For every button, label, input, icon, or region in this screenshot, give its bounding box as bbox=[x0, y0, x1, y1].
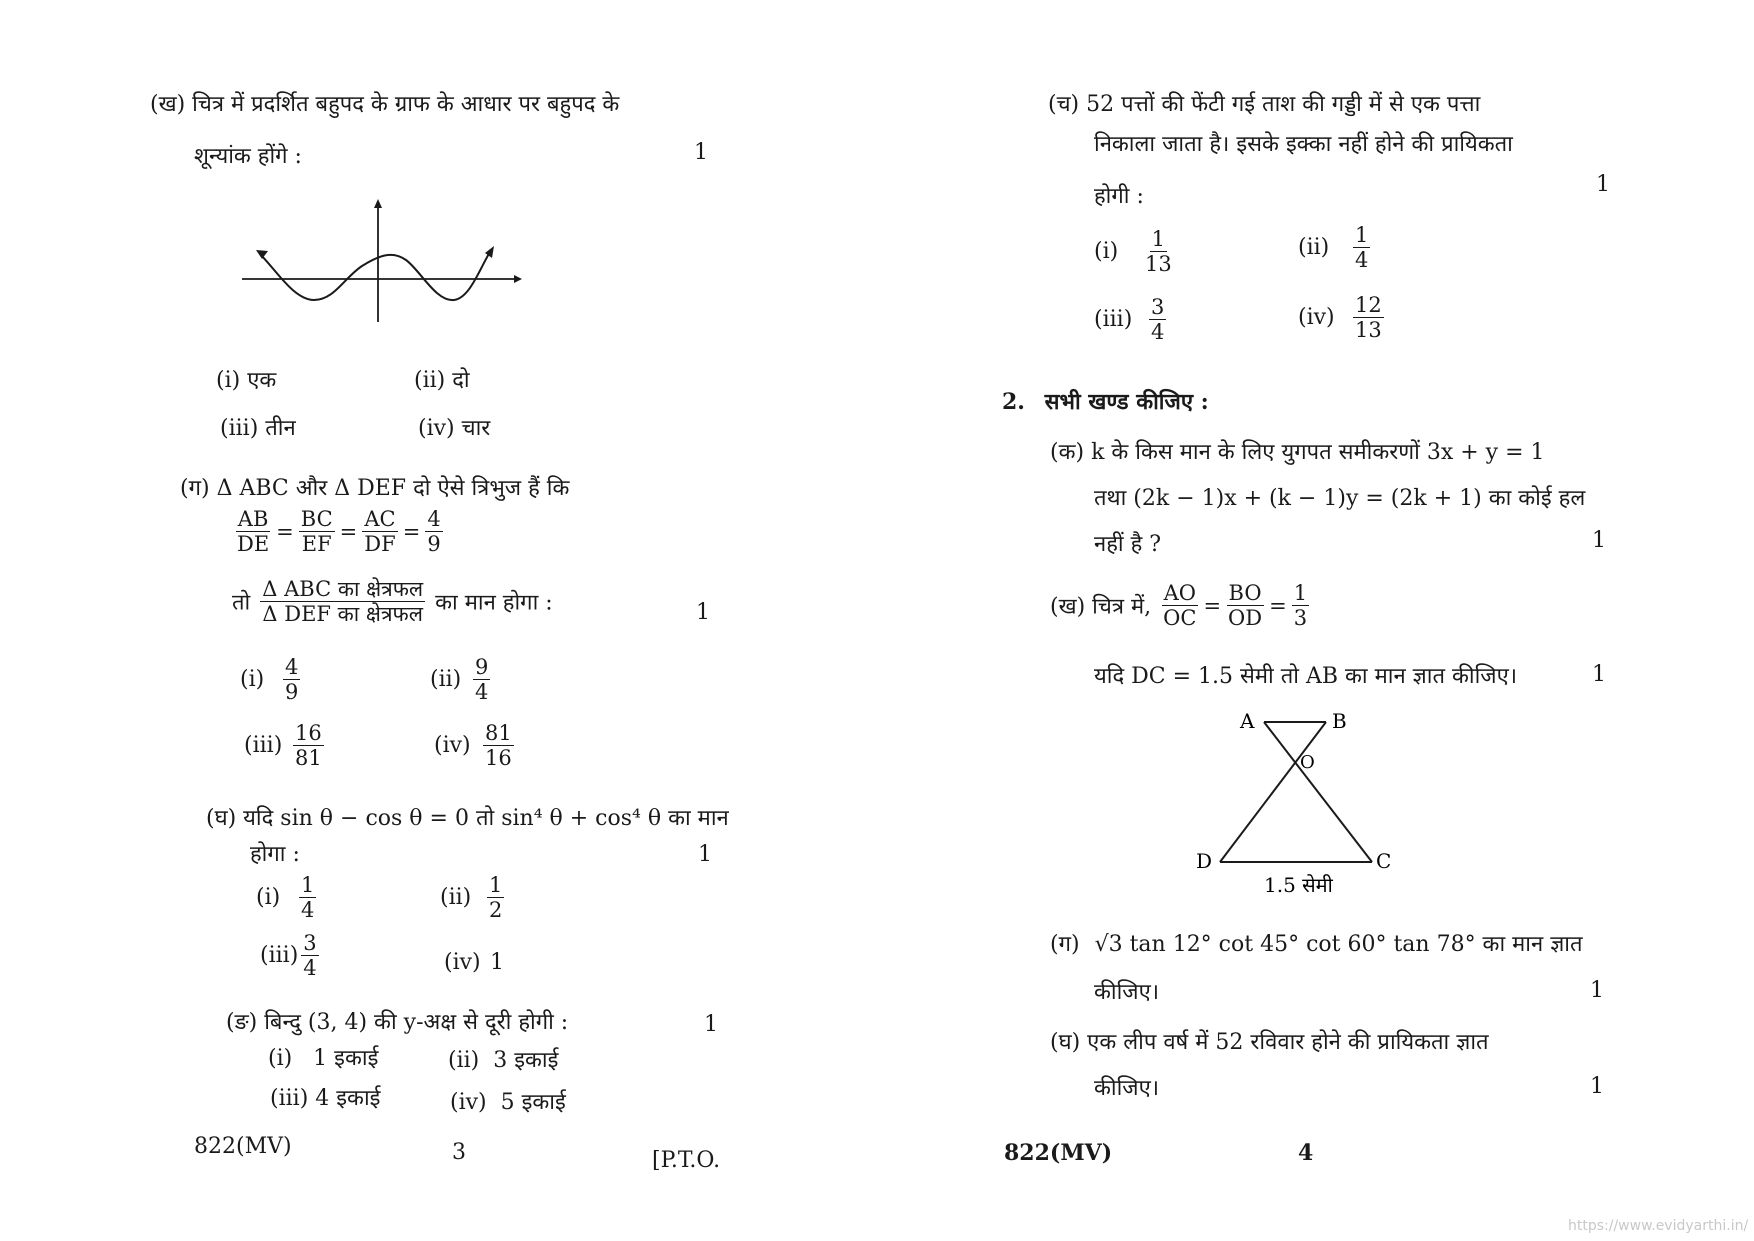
frac-num: 1 bbox=[301, 873, 315, 897]
frac-num: 3 bbox=[303, 931, 317, 955]
q-cha-label: (च) bbox=[1048, 92, 1080, 117]
equals-sign: = bbox=[1269, 593, 1287, 618]
q2-ka-text: k के किस मान के लिए युगपत समीकरणों 3x + y = 1 bbox=[1091, 440, 1545, 465]
frac-num: AB bbox=[237, 507, 269, 531]
q-cha-line3: होगी : bbox=[1094, 184, 1144, 209]
q-gha-line2: होगा : bbox=[250, 842, 300, 867]
q-kha-label: (ख) bbox=[150, 92, 186, 117]
q-cha-line1 bbox=[1048, 88, 1480, 118]
frac-den: 13 bbox=[1355, 318, 1382, 343]
option-frac bbox=[483, 722, 514, 769]
option-frac bbox=[293, 722, 324, 769]
q-nga-mark: 1 bbox=[704, 1012, 718, 1037]
frac-den: 4 bbox=[1355, 248, 1369, 273]
q-gha-option-1 bbox=[256, 874, 319, 921]
frac-num: 16 bbox=[295, 721, 322, 745]
label-o: O bbox=[1300, 752, 1315, 773]
option-frac bbox=[473, 656, 490, 703]
q-nga-option-2: (ii) 3 इकाई bbox=[448, 1048, 559, 1073]
q-nga-option-1: (i) 1 इकाई bbox=[268, 1046, 379, 1071]
graph-y-arrow bbox=[374, 199, 382, 208]
q-nga-option-4: (iv) 5 इकाई bbox=[450, 1090, 566, 1115]
q2-kha-label: (ख) bbox=[1050, 594, 1086, 620]
graph-curve-arrow-right bbox=[485, 246, 494, 258]
q-kha-option-2: (ii) दो bbox=[414, 368, 470, 393]
frac-den: 16 bbox=[485, 746, 512, 771]
option-label: (iii) bbox=[260, 943, 299, 969]
label-d: D bbox=[1196, 849, 1213, 873]
q-ga-option-3 bbox=[244, 722, 327, 769]
q-kha-option-3: (iii) तीन bbox=[220, 416, 296, 441]
option-value: 1 bbox=[490, 950, 504, 975]
ratio-bc-ef bbox=[299, 508, 335, 555]
q2-ga-mark: 1 bbox=[1590, 978, 1604, 1003]
q2-ka-label: (क) bbox=[1050, 440, 1085, 465]
q2-gha-line1 bbox=[1050, 1026, 1489, 1056]
left-footer-page: 3 bbox=[452, 1140, 466, 1165]
option-label: (i) bbox=[240, 667, 265, 693]
triangles-figure bbox=[1186, 706, 1396, 902]
option-label: (ii) bbox=[440, 885, 472, 911]
q-ga-area-expression bbox=[232, 578, 553, 625]
frac-den: 4 bbox=[303, 956, 317, 981]
option-frac bbox=[1353, 294, 1384, 341]
q-gha-text: यदि sin θ − cos θ = 0 तो sin⁴ θ + cos⁴ θ का मान bbox=[243, 806, 729, 831]
frac-num: Δ ABC का क्षेत्रफल bbox=[262, 577, 424, 601]
option-label: (iii) bbox=[244, 733, 283, 759]
q2-kha-prefix: चित्र में, bbox=[1092, 594, 1152, 620]
q-nga-option-3: (iii) 4 इकाई bbox=[270, 1086, 381, 1111]
q2-gha-line2: कीजिए। bbox=[1094, 1076, 1160, 1101]
option-frac bbox=[301, 932, 318, 979]
left-footer-code: 822(MV) bbox=[194, 1134, 292, 1159]
graph-curve bbox=[260, 252, 490, 300]
polynomial-graph bbox=[232, 198, 522, 330]
option-label: (ii) bbox=[430, 667, 462, 693]
label-b: B bbox=[1332, 709, 1347, 733]
q2-ka-mark: 1 bbox=[1592, 528, 1606, 553]
frac-den: EF bbox=[301, 532, 332, 557]
frac-den: 2 bbox=[489, 898, 503, 923]
q-cha-option-3 bbox=[1094, 296, 1169, 343]
q2-heading-text: सभी खण्ड कीजिए : bbox=[1044, 389, 1209, 415]
frac-num: 4 bbox=[285, 655, 299, 679]
option-label: (iv) bbox=[434, 733, 471, 759]
q2-gha-text: एक लीप वर्ष में 52 रविवार होने की प्रायिकता ज्ञात bbox=[1087, 1030, 1489, 1055]
q-nga-label: (ङ) bbox=[226, 1010, 258, 1035]
ratio-ab-de bbox=[235, 508, 271, 555]
q2-ka-line1 bbox=[1050, 436, 1545, 466]
q-ga-ratio-equation bbox=[232, 508, 446, 555]
option-label: (i) bbox=[256, 885, 281, 911]
q-cha-text: 52 पत्तों की फेंटी गई ताश की गड्डी में से एक पत्ता bbox=[1086, 92, 1481, 117]
frac-num: 1 bbox=[1355, 223, 1369, 247]
q-cha-option-4 bbox=[1298, 294, 1387, 341]
q2-ga-line2: कीजिए। bbox=[1094, 980, 1160, 1005]
equals-sign: = bbox=[276, 519, 294, 544]
option-label: (i) bbox=[1094, 239, 1119, 265]
q2-number: 2. bbox=[1002, 389, 1025, 415]
q2-kha-line1 bbox=[1050, 582, 1312, 629]
graph-x-arrow bbox=[514, 275, 522, 283]
option-label: (ii) bbox=[1298, 235, 1330, 261]
q2-ga-label: (ग) bbox=[1050, 932, 1080, 957]
ratio-bo-od bbox=[1226, 582, 1264, 629]
q2-ga-line1 bbox=[1050, 928, 1583, 958]
frac-num: AO bbox=[1163, 581, 1196, 605]
option-label: (iii) bbox=[1094, 307, 1133, 333]
frac-num: 81 bbox=[485, 721, 512, 745]
q-gha-mark: 1 bbox=[698, 842, 712, 867]
left-footer-pto: [P.T.O. bbox=[652, 1148, 721, 1173]
q-ga-text: Δ ABC और Δ DEF दो ऐसे त्रिभुज हैं कि bbox=[216, 476, 570, 501]
area-ratio bbox=[260, 578, 425, 625]
frac-den: 81 bbox=[295, 746, 322, 771]
equals-sign: = bbox=[1203, 593, 1222, 618]
frac-den: 4 bbox=[1151, 320, 1165, 345]
equals-sign: = bbox=[402, 519, 421, 544]
q-ga-option-4 bbox=[434, 722, 517, 769]
q-ga-line1 bbox=[180, 472, 569, 502]
q-ga-value-text: का मान होगा : bbox=[435, 590, 553, 616]
right-footer-page: 4 bbox=[1298, 1140, 1314, 1166]
frac-den: DF bbox=[364, 532, 396, 557]
frac-num: 1 bbox=[489, 873, 503, 897]
q-ga-option-2 bbox=[430, 656, 493, 703]
q-kha-text: चित्र में प्रदर्शित बहुपद के ग्राफ के आधार पर बहुपद के bbox=[192, 92, 620, 117]
frac-den: OD bbox=[1228, 606, 1263, 631]
frac-den: 13 bbox=[1145, 252, 1172, 277]
frac-num: BO bbox=[1228, 581, 1262, 605]
q-kha-mark: 1 bbox=[694, 140, 708, 165]
q2-heading bbox=[1002, 386, 1209, 416]
frac-num: 1 bbox=[1151, 227, 1166, 251]
q2-kha-mark: 1 bbox=[1592, 662, 1606, 687]
option-frac bbox=[283, 656, 300, 703]
graph-curve-arrow-left bbox=[256, 250, 268, 259]
frac-num: 4 bbox=[427, 507, 441, 531]
q-gha-option-2 bbox=[440, 874, 507, 921]
q2-ka-line3: नहीं है ? bbox=[1094, 532, 1162, 557]
frac-num: BC bbox=[300, 507, 333, 531]
q2-gha-mark: 1 bbox=[1590, 1074, 1604, 1099]
option-frac bbox=[1149, 296, 1166, 343]
q-kha-line2: शून्यांक होंगे : bbox=[194, 144, 302, 169]
q-ga-mark: 1 bbox=[696, 600, 710, 625]
frac-den: 4 bbox=[475, 680, 489, 705]
q-nga-line1 bbox=[226, 1006, 568, 1036]
option-frac bbox=[1143, 228, 1174, 275]
frac-den: OC bbox=[1163, 606, 1197, 631]
frac-num: 9 bbox=[475, 655, 489, 679]
frac-num: 3 bbox=[1151, 295, 1165, 319]
frac-den: 9 bbox=[285, 680, 299, 705]
frac-den: 4 bbox=[301, 898, 315, 923]
option-label: (iv) bbox=[444, 950, 481, 975]
q-ga-option-1 bbox=[240, 656, 303, 703]
segment-ac bbox=[1264, 722, 1372, 862]
frac-den: DE bbox=[237, 532, 270, 557]
q-gha-option-4 bbox=[444, 950, 504, 975]
q2-ka-line2: तथा (2k − 1)x + (k − 1)y = (2k + 1) का कोई हल bbox=[1094, 486, 1586, 511]
q-ga-to: तो bbox=[232, 590, 251, 616]
q-cha-option-2 bbox=[1298, 224, 1373, 271]
option-frac bbox=[1353, 224, 1370, 271]
q-cha-mark: 1 bbox=[1596, 172, 1610, 197]
label-a: A bbox=[1240, 709, 1255, 733]
q-gha-line1 bbox=[206, 802, 729, 832]
segment-bd bbox=[1220, 722, 1326, 862]
q-kha-line1 bbox=[150, 88, 619, 118]
q-ga-label: (ग) bbox=[180, 476, 210, 501]
q2-gha-label: (घ) bbox=[1050, 1030, 1081, 1055]
option-frac bbox=[299, 874, 316, 921]
ratio-ac-df bbox=[362, 508, 397, 555]
equals-sign: = bbox=[339, 519, 358, 544]
frac-num: AC bbox=[364, 507, 396, 531]
q2-ga-text: √3 tan 12° cot 45° cot 60° tan 78° का मान ज्ञात bbox=[1094, 932, 1583, 957]
ratio-1-3 bbox=[1292, 582, 1309, 629]
label-c: C bbox=[1376, 849, 1392, 873]
frac-den: 3 bbox=[1293, 606, 1308, 631]
q-gha-label: (घ) bbox=[206, 806, 237, 831]
ratio-4-9 bbox=[425, 508, 442, 555]
frac-num: 12 bbox=[1355, 293, 1382, 317]
q-gha-option-3 bbox=[260, 932, 322, 979]
frac-den: Δ DEF का क्षेत्रफल bbox=[262, 602, 423, 627]
q-cha-option-1 bbox=[1094, 228, 1177, 275]
watermark-url: https://www.evidyarthi.in/ bbox=[1568, 1218, 1749, 1234]
q-cha-line2: निकाला जाता है। इसके इक्का नहीं होने की प्रायिकता bbox=[1094, 132, 1513, 157]
ratio-ao-oc bbox=[1161, 582, 1198, 629]
q-kha-option-4: (iv) चार bbox=[418, 416, 491, 441]
frac-num: 1 bbox=[1293, 581, 1308, 605]
q-kha-option-1: (i) एक bbox=[216, 368, 277, 393]
option-label: (iv) bbox=[1298, 305, 1335, 331]
frac-den: 9 bbox=[427, 532, 441, 557]
q-nga-text: बिन्दु (3, 4) की y-अक्ष से दूरी होगी : bbox=[264, 1010, 569, 1035]
q2-kha-line2: यदि DC = 1.5 सेमी तो AB का मान ज्ञात कीजिए। bbox=[1094, 664, 1518, 689]
right-footer-code: 822(MV) bbox=[1004, 1140, 1113, 1166]
label-dc-length: 1.5 सेमी bbox=[1264, 873, 1333, 897]
option-frac bbox=[487, 874, 504, 921]
